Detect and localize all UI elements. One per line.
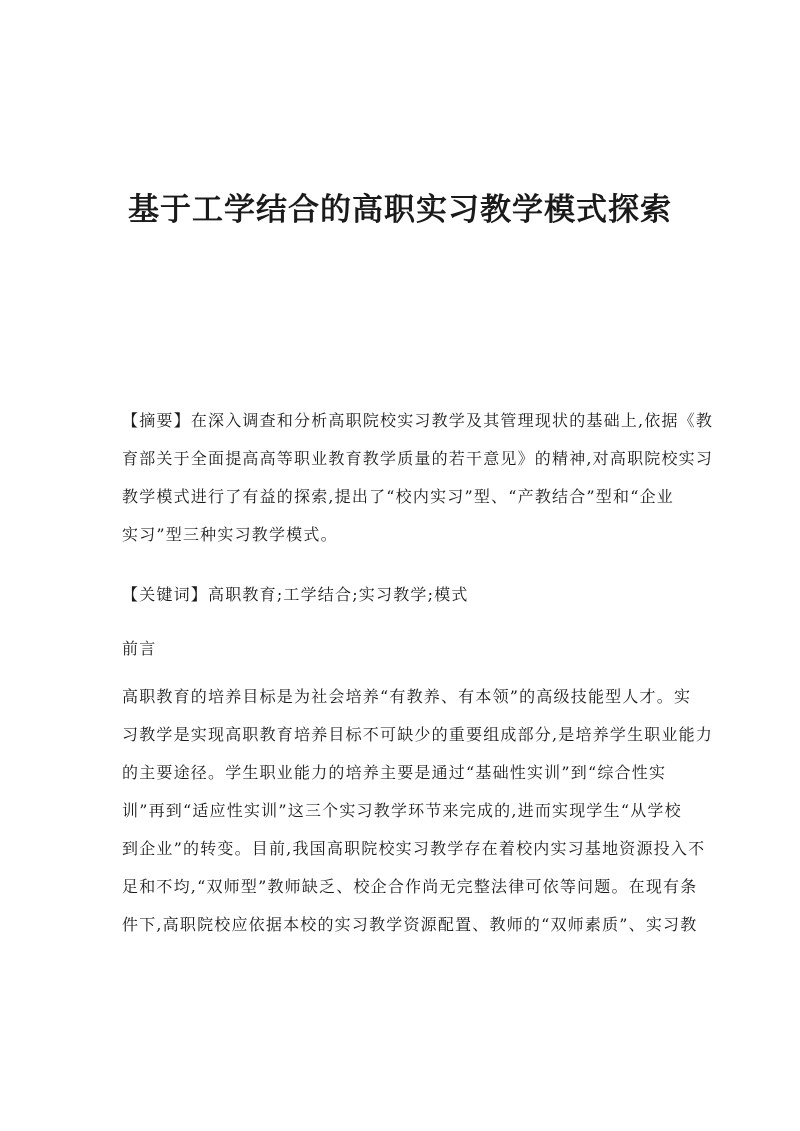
abstract-section (122, 402, 714, 554)
abstract-text: 在深入调查和分析高职院校实习教学及其管理现状的基础上,依据《教 (190, 411, 714, 430)
paragraph-line: 训”再到“适应性实训”这三个实习教学环节来完成的,进而实现学生“从学校 (122, 801, 682, 820)
abstract-label: 【摘要】 (122, 411, 191, 430)
abstract-line (122, 402, 714, 440)
keywords-text: 高职教育;工学结合;实习教学;模式 (208, 585, 469, 604)
keywords-section (122, 576, 680, 614)
paragraph-line: 件下,高职院校应依据本校的实习教学资源配置、教师的“双师素质”、实习教 (122, 915, 698, 934)
intro-paragraph (122, 678, 714, 944)
document-title: 基于工学结合的高职实习教学模式探索 (128, 192, 672, 228)
abstract-line: 实习”型三种实习教学模式。 (122, 525, 338, 544)
keywords-label: 【关键词】 (122, 585, 209, 604)
paragraph-line: 高职教育的培养目标是为社会培养“有教养、有本领”的高级技能型人才。实 (122, 687, 692, 706)
paragraph-line: 到企业”的转变。目前,我国高职院校实习教学存在着校内实习基地资源投入不 (122, 839, 706, 858)
abstract-line: 教学模式进行了有益的探索,提出了“校内实习”型、“产教结合”型和“企业 (122, 487, 674, 506)
paragraph-line: 的主要途径。学生职业能力的培养主要是通过“基础性实训”到“综合性实 (122, 763, 667, 782)
preface-heading (122, 630, 680, 668)
paragraph-line: 习教学是实现高职教育培养目标不可缺少的重要组成部分,是培养学生职业能力 (122, 725, 714, 744)
keywords-line (122, 576, 680, 614)
preface-heading-text: 前言 (122, 639, 157, 658)
paragraph-line: 足和不均,“双师型”教师缺乏、校企合作尚无完整法律可依等问题。在现有条 (122, 877, 698, 896)
abstract-line: 育部关于全面提高高等职业教育教学质量的若干意见》的精神,对高职院校实习 (122, 449, 714, 468)
